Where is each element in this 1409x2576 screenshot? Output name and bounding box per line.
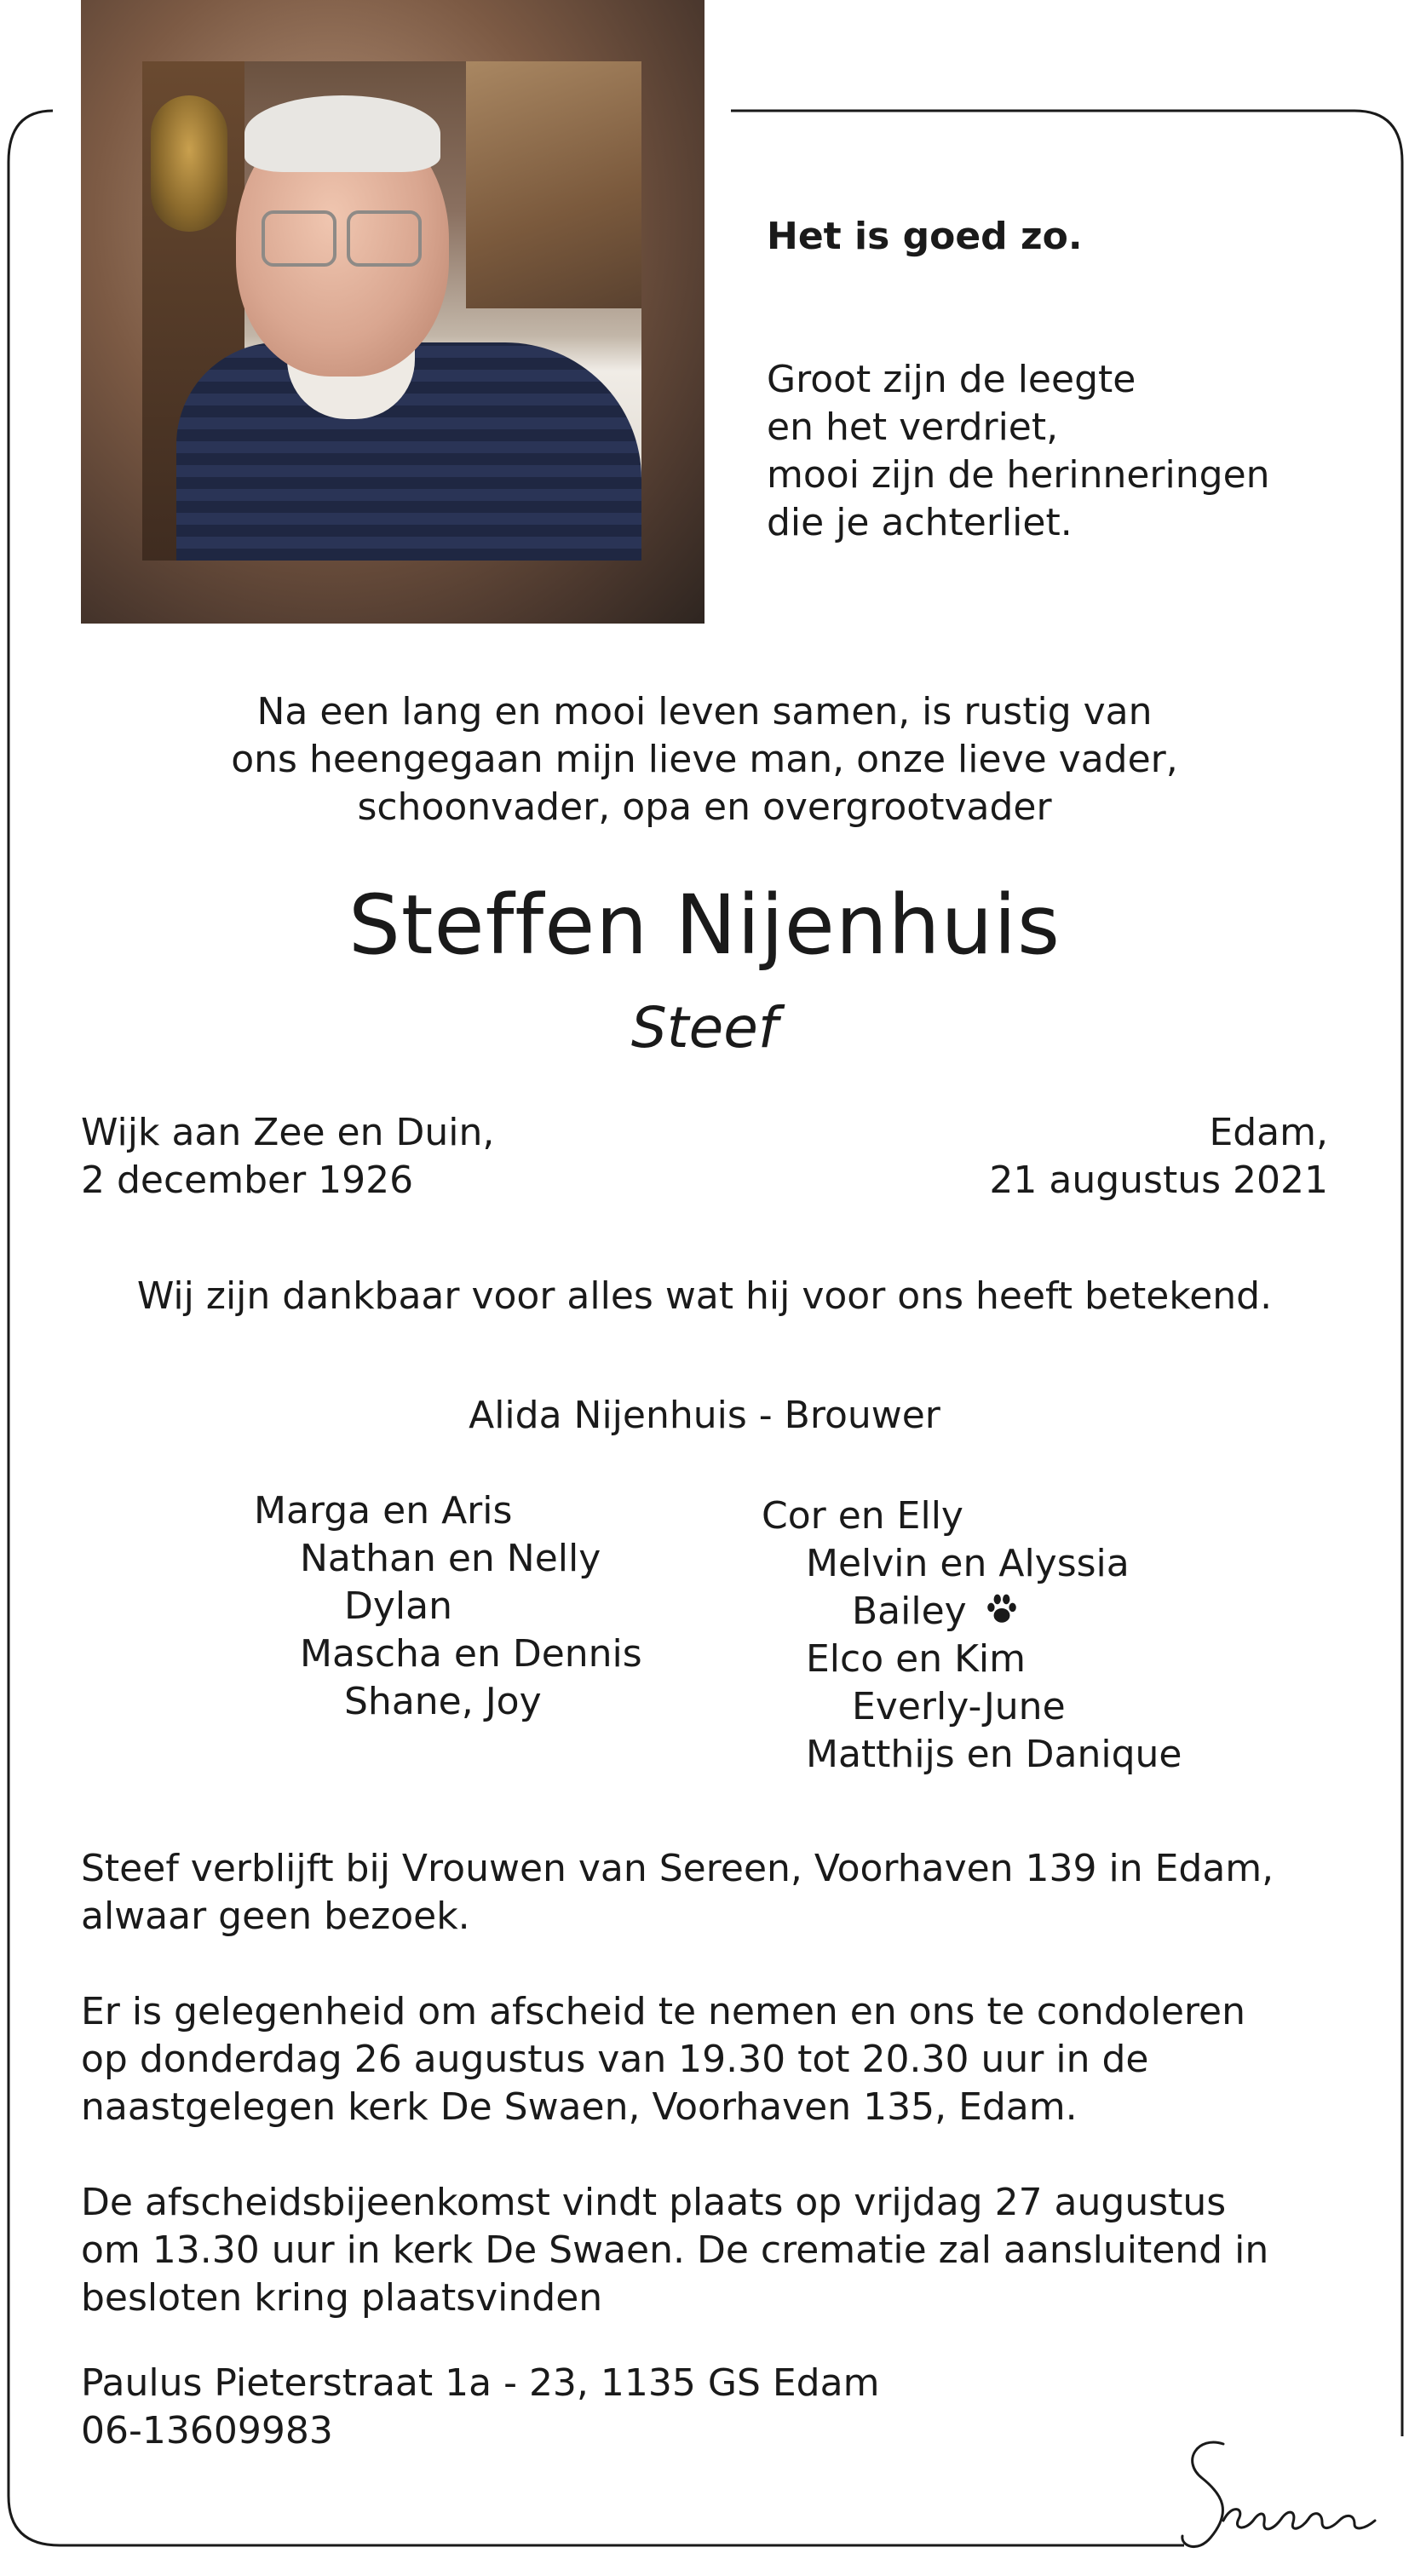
family-member: Cor en Elly: [762, 1494, 963, 1538]
paragraph-line: alwaar geen bezoek.: [81, 1895, 470, 1938]
sereen-signature: [1164, 2418, 1385, 2576]
birth-date: 2 december 1926: [81, 1159, 414, 1202]
family-member: Elco en Kim: [806, 1637, 1027, 1681]
family-member-pet: [852, 1588, 1020, 1636]
paragraph-line: om 13.30 uur in kerk De Swaen. De crematie zal aansluitend in: [81, 2228, 1269, 2272]
family-member: Marga en Aris: [254, 1489, 513, 1532]
death-place: Edam,: [1209, 1111, 1328, 1154]
photo-glasses-right: [347, 210, 422, 267]
poem-title: Het is goed zo.: [767, 215, 1083, 258]
family-member: Mascha en Dennis: [300, 1632, 642, 1676]
intro-line: ons heengegaan mijn lieve man, onze lieve vader,: [231, 738, 1178, 781]
portrait-photo-inner: [142, 61, 641, 561]
family-member: Bailey: [852, 1590, 967, 1633]
paragraph-line: op donderdag 26 augustus van 19.30 tot 20.30 uur in de: [81, 2038, 1149, 2081]
family-member: Shane, Joy: [344, 1680, 542, 1723]
address-street: Paulus Pieterstraat 1a - 23, 1135 GS Edam: [81, 2361, 880, 2405]
portrait-photo: [81, 0, 704, 624]
birth-place: Wijk aan Zee en Duin,: [81, 1111, 495, 1154]
poem-line: en het verdriet,: [767, 405, 1059, 449]
paragraph-line: Er is gelegenheid om afscheid te nemen en ons te condoleren: [81, 1990, 1245, 2033]
death-date: 21 augustus 2021: [989, 1159, 1328, 1202]
gratitude-text: Wij zijn dankbaar voor alles wat hij voor ons heeft betekend.: [136, 1274, 1273, 1318]
deceased-nickname: Steef: [630, 995, 779, 1061]
deceased-name: Steffen Nijenhuis: [348, 877, 1061, 973]
condolence-paragraph: [81, 1988, 1328, 2131]
paragraph-line: naastgelegen kerk De Swaen, Voorhaven 135, Edam.: [81, 2085, 1078, 2129]
paragraph-line: De afscheidsbijeenkomst vindt plaats op vrijdag 27 augustus: [81, 2181, 1227, 2224]
poem-line: die je achterliet.: [767, 501, 1073, 544]
family-member: Nathan en Nelly: [300, 1537, 601, 1580]
intro-line: schoonvader, opa en overgrootvader: [357, 785, 1052, 829]
paw-icon: [984, 1591, 1020, 1627]
photo-ornament: [151, 95, 227, 232]
photo-glasses-left: [262, 210, 336, 267]
signature-mark: [1164, 2418, 1385, 2563]
poem-line: Groot zijn de leegte: [767, 358, 1136, 401]
family-member: Matthijs en Danique: [806, 1733, 1182, 1776]
stay-paragraph: [81, 1845, 1328, 1941]
farewell-paragraph: [81, 2179, 1328, 2322]
family-member: Dylan: [344, 1584, 452, 1628]
family-member: Everly-June: [852, 1685, 1066, 1728]
family-member: Melvin en Alyssia: [806, 1542, 1130, 1585]
address-phone: 06-13609983: [81, 2409, 333, 2452]
photo-hair: [244, 95, 440, 172]
photo-painting: [466, 61, 641, 308]
spouse-name: Alida Nijenhuis - Brouwer: [469, 1394, 940, 1437]
paragraph-line: besloten kring plaatsvinden: [81, 2276, 603, 2320]
intro-line: Na een lang en mooi leven samen, is rustig van: [256, 690, 1153, 733]
poem-line: mooi zijn de herinneringen: [767, 453, 1270, 497]
paragraph-line: Steef verblijft bij Vrouwen van Sereen, Voorhaven 139 in Edam,: [81, 1847, 1274, 1890]
